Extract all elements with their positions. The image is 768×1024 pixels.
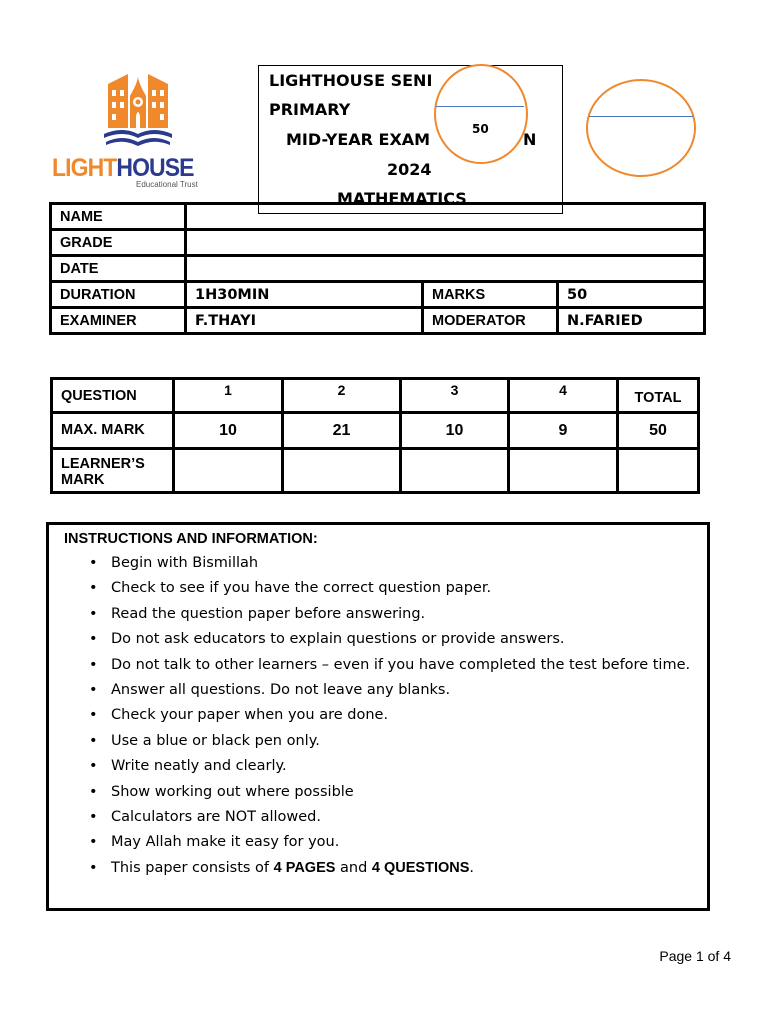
- page-number: Page 1 of 4: [659, 948, 731, 964]
- list-item: • Calculators are NOT allowed.: [111, 809, 701, 826]
- learner-mark-cell[interactable]: [174, 449, 283, 493]
- examiner-label: EXAMINER: [51, 308, 186, 334]
- total-max-value: 50: [618, 413, 699, 449]
- blank-circle-divider: [589, 116, 693, 117]
- name-label: NAME: [51, 204, 186, 230]
- table-row: [51, 308, 705, 334]
- name-field[interactable]: [186, 204, 705, 230]
- list-item: • This paper consists of 4 PAGES and 4 QUESTIONS.: [111, 860, 701, 877]
- marks-summary-table: [50, 377, 700, 494]
- list-item: • Read the question paper before answering.: [111, 606, 701, 623]
- learner-mark-cell[interactable]: [509, 449, 618, 493]
- max-mark-value: 21: [283, 413, 401, 449]
- score-total: 50: [472, 122, 489, 136]
- table-row: [52, 413, 699, 449]
- moderator-value: N.FARIED: [558, 308, 705, 334]
- school-name-line2: PRIMARY: [269, 100, 351, 119]
- max-mark-label: MAX. MARK: [52, 413, 174, 449]
- learner-mark-cell[interactable]: [283, 449, 401, 493]
- table-row: [51, 256, 705, 282]
- list-item: • Answer all questions. Do not leave any blanks.: [111, 682, 701, 699]
- score-circle: [434, 64, 528, 164]
- exam-subject: MATHEMATICS: [337, 189, 467, 208]
- duration-label: DURATION: [51, 282, 186, 308]
- table-row: [52, 449, 699, 493]
- table-row: [52, 379, 699, 413]
- logo-wordmark: LIGHTHOUSE: [52, 154, 194, 182]
- learner-mark-label: LEARNER’S MARK: [52, 449, 174, 493]
- school-name-line1: LIGHTHOUSE SENI: [269, 71, 433, 90]
- exam-year: 2024: [387, 160, 432, 179]
- table-row: [51, 204, 705, 230]
- duration-value: 1H30MIN: [186, 282, 423, 308]
- learner-details-table: [49, 202, 706, 335]
- instructions-box: [46, 522, 710, 911]
- date-label: DATE: [51, 256, 186, 282]
- list-item: • Do not ask educators to explain questions or provide answers.: [111, 631, 701, 648]
- list-item: • Use a blue or black pen only.: [111, 733, 701, 750]
- instructions-list: [111, 555, 701, 885]
- list-item: • Write neatly and clearly.: [111, 758, 701, 775]
- grade-field[interactable]: [186, 230, 705, 256]
- list-item: • Show working out where possible: [111, 784, 701, 801]
- question-label: QUESTION: [52, 379, 174, 413]
- blank-score-circle: [586, 79, 696, 177]
- instructions-heading: INSTRUCTIONS AND INFORMATION:: [64, 531, 318, 547]
- logo-subtitle: Educational Trust: [136, 180, 198, 189]
- table-row: [51, 230, 705, 256]
- exam-type: MID-YEAR EXAM: [286, 130, 431, 149]
- max-mark-value: 10: [174, 413, 283, 449]
- exam-type-end: N: [523, 130, 537, 149]
- max-mark-value: 10: [401, 413, 509, 449]
- school-logo: [50, 72, 200, 194]
- table-row: [51, 282, 705, 308]
- list-item: • Check to see if you have the correct question paper.: [111, 580, 701, 597]
- list-item: • Check your paper when you are done.: [111, 707, 701, 724]
- marks-label: MARKS: [423, 282, 558, 308]
- marks-value: 50: [558, 282, 705, 308]
- learner-total-cell[interactable]: [618, 449, 699, 493]
- total-label: TOTAL: [618, 379, 699, 413]
- question-number: 2: [283, 379, 401, 413]
- examiner-value: F.THAYI: [186, 308, 423, 334]
- learner-mark-cell[interactable]: [401, 449, 509, 493]
- question-number: 1: [174, 379, 283, 413]
- list-item: • May Allah make it easy for you.: [111, 834, 701, 851]
- list-item: • Begin with Bismillah: [111, 555, 701, 572]
- max-mark-value: 9: [509, 413, 618, 449]
- question-number: 3: [401, 379, 509, 413]
- moderator-label: MODERATOR: [423, 308, 558, 334]
- date-field[interactable]: [186, 256, 705, 282]
- lighthouse-logo-icon: [50, 72, 200, 152]
- grade-label: GRADE: [51, 230, 186, 256]
- list-item: • Do not talk to other learners – even if you have completed the test before time.: [111, 657, 701, 674]
- question-number: 4: [509, 379, 618, 413]
- score-circle-divider: [436, 106, 524, 107]
